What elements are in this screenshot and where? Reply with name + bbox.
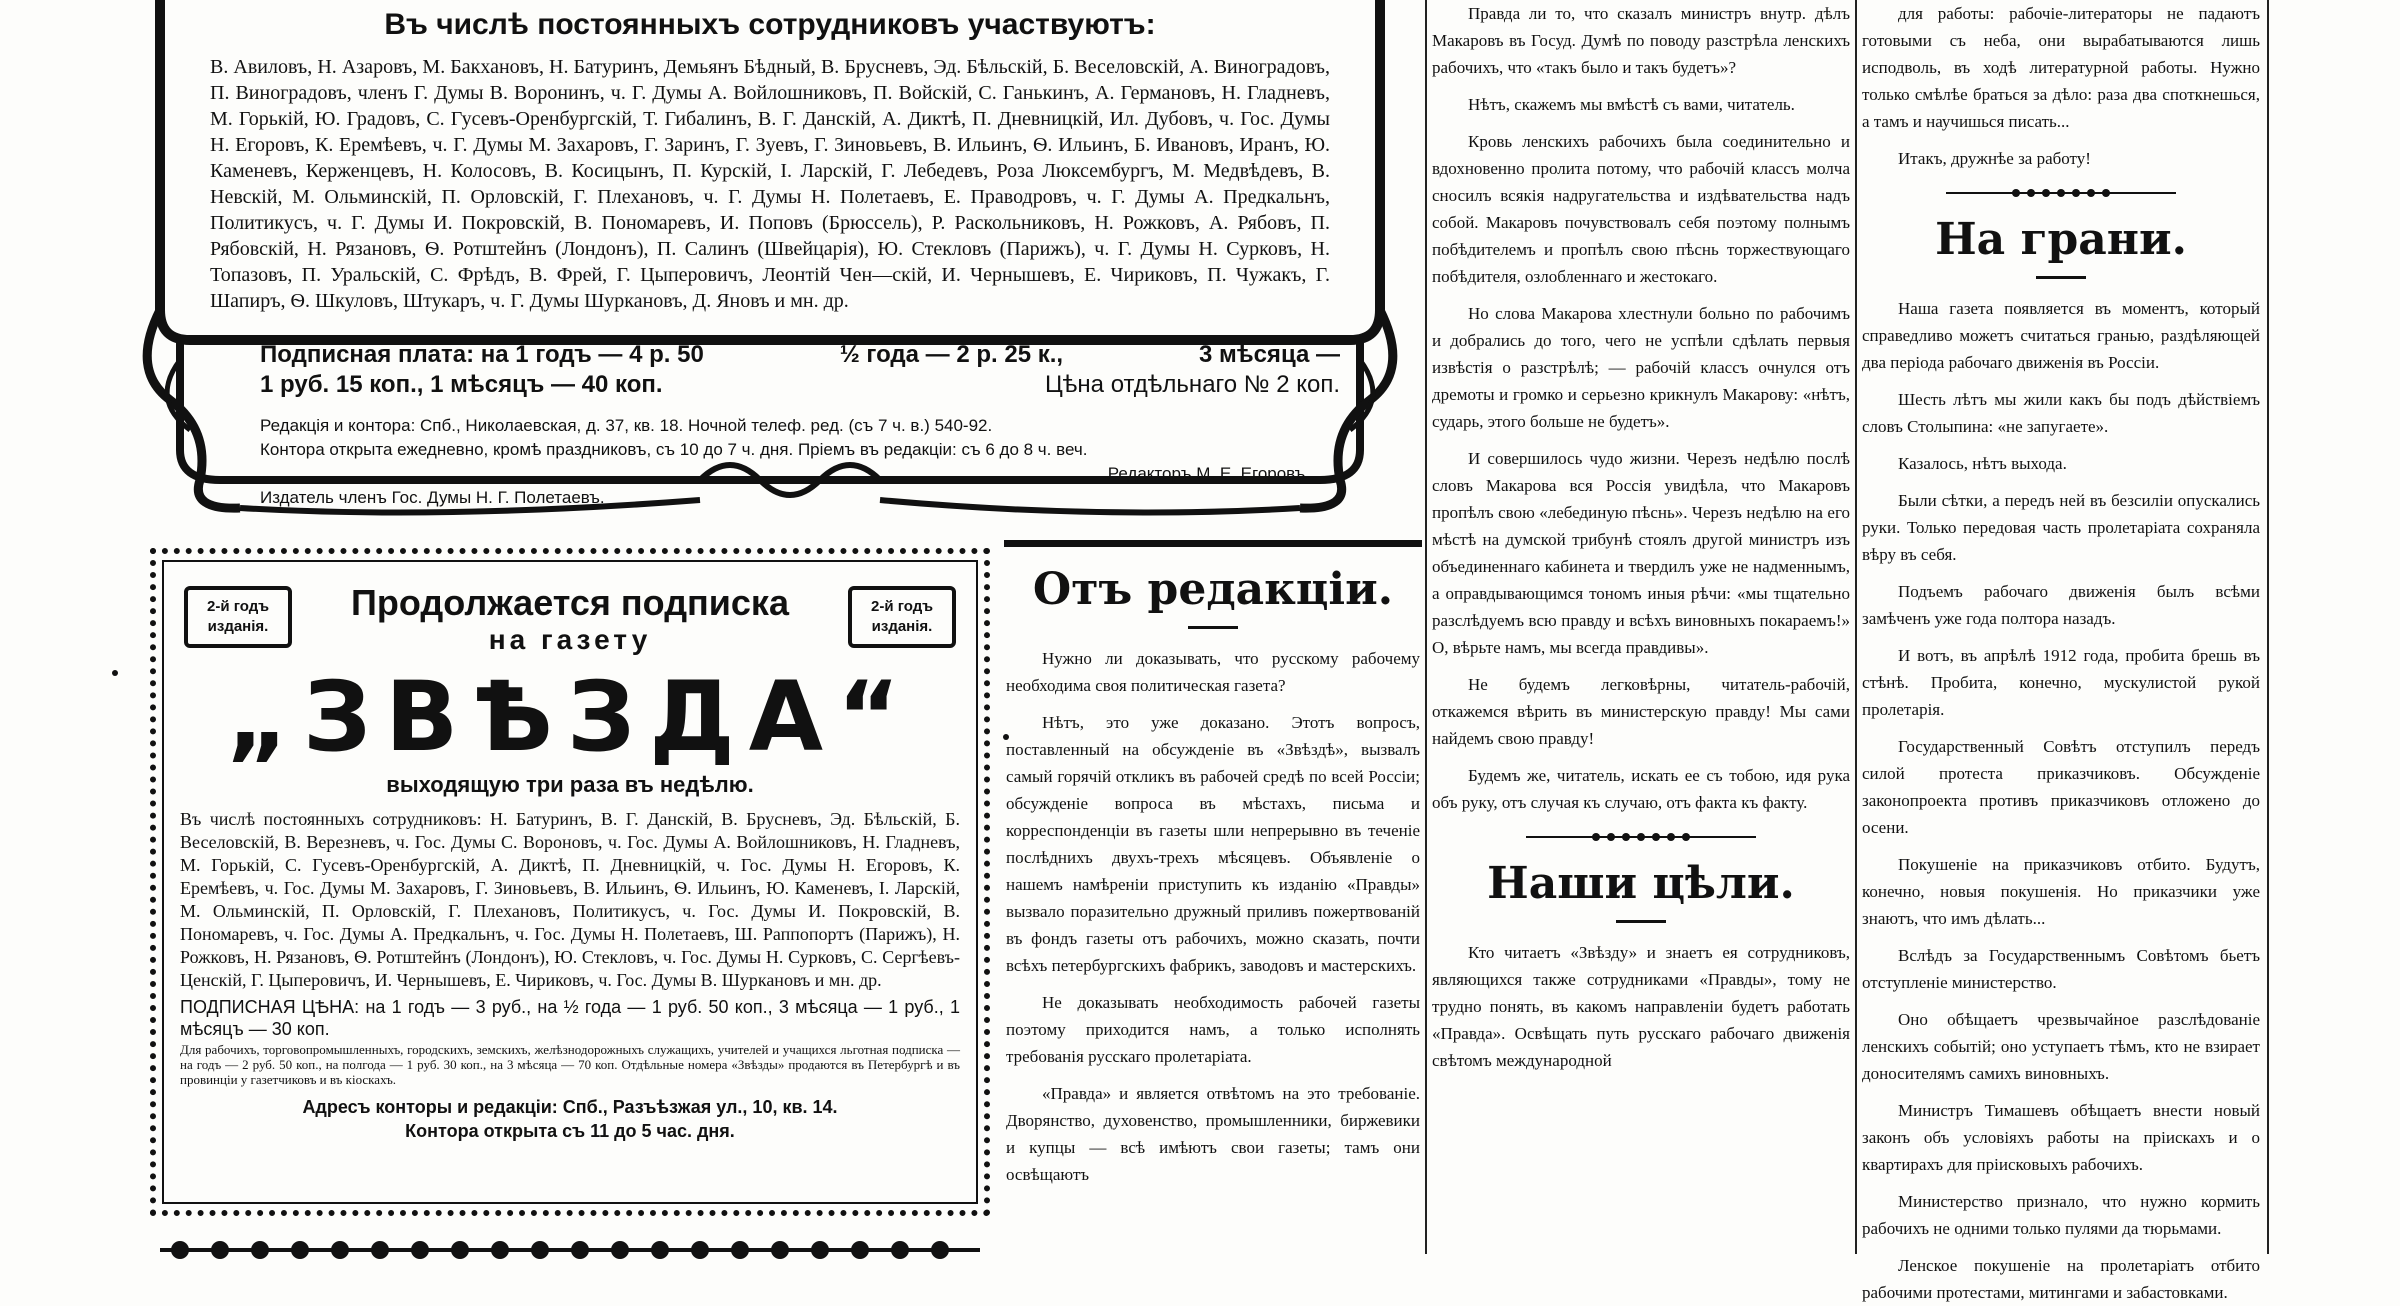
paragraph: И вотъ, въ апрѣлѣ 1912 года, пробита брешь въ стѣнѣ. Пробита, конечно, мускулистой рукой пролетарія. — [1862, 646, 2260, 719]
paragraph: Были сѣтки, а передъ ней въ безсиліи опускались руки. Только передовая часть пролетаріата сохраняла вѣру въ себя. — [1862, 491, 2260, 564]
column-editorial — [1006, 552, 1420, 1254]
paragraph: Нѣтъ, это уже доказано. Этотъ вопросъ, поставленный на обсужденіе въ «Звѣздѣ», вызвалъ самый горячій откликъ въ рабочей средѣ по всей Россіи; обсужденіе вопроса въ мѣстахъ, письма и корреспонденціи въ газеты шли непрерывно въ теченіе послѣднихъ двухъ-трехъ мѣсяцевъ. Объявленіе о нашемъ намѣреніи приступить къ изданію «Правды» вызвало поразительно дружный приливъ пожертвованій въ фондъ газеты отъ рабочихъ, можно сказать, почти всѣхъ петербургскихъ фабрикъ, заводовъ и мастерскихъ. — [1006, 713, 1420, 975]
paragraph: Правда ли то, что сказалъ министръ внутр. дѣлъ Макаровъ въ Госуд. Думѣ по поводу разстрѣла ленскихъ рабочихъ, что «такъ было и такъ будетъ»? — [1432, 4, 1850, 77]
paragraph: Не будемъ легковѣрны, читатель-рабочій, откажемся вѣрить въ министерскую правду! Мы сами найдемъ свою правду! — [1432, 675, 1850, 748]
dotted-divider — [1946, 186, 2176, 200]
column-top-rule — [1004, 540, 1422, 547]
column-middle — [1432, 0, 1850, 1254]
paragraph: «Правда» и является отвѣтомъ на это требованіе. Дворянство, духовенство, промышленники, биржевики и купцы — всѣ имѣютъ свои газеты; тамъ они освѣщаютъ — [1006, 1084, 1420, 1184]
paragraph: Итакъ, дружнѣе за работу! — [1898, 149, 2091, 168]
ad-subscription-continues: Продолжается подписка — [351, 582, 789, 623]
price-3-months: 3 мѣсяца — — [1198, 341, 1340, 368]
column-right — [1862, 0, 2260, 1302]
heading-underline — [1188, 626, 1238, 629]
paragraph: Но слова Макарова хлестнули больно по рабочимъ и добрались до того, чего не успѣли сдѣлать первыя извѣстія о разстрѣлѣ; — рабочій классъ очнулся отъ дремоты и громко и серьезно крикнулъ Макарову: «нѣтъ, сударь, этого больше не будетъ». — [1432, 304, 1850, 431]
price-year: на 1 годъ — 4 р. 50 — [480, 341, 704, 368]
paragraph: Нѣтъ, скажемъ мы вмѣстѣ съ вами, читатель. — [1468, 95, 1795, 114]
editorial-heading: Отъ редакціи. — [1032, 564, 1394, 615]
paragraph: Будемъ же, читатель, искать ее съ тобою, идя рука объ руку, отъ случая къ случаю, отъ факта къ факту. — [1432, 766, 1850, 812]
ad-fine-print: Для рабочихъ, торговопромышленныхъ, городскихъ, земскихъ, желѣзнодорожныхъ служащихъ, учителей и учащихся льготная подписка — на годъ — 2 руб. 50 коп., на полгода — 1 руб. 30 коп., на 3 мѣсяца — 70 коп. Отдѣльные номера «Звѣзды» продаются въ Петербургѣ и въ провинціи у газетчиковъ и въ кіоскахъ. — [180, 1042, 960, 1087]
paragraph: Наша газета появляется въ моментъ, который справедливо можетъ считаться гранью, раздѣляющей два періода рабочаго движенія въ Россіи. — [1862, 299, 2260, 372]
scan-speck — [112, 670, 118, 676]
masthead-box — [140, 0, 1400, 520]
editor-line: Редакторъ М. Е. Егоровъ. — [1107, 464, 1310, 483]
ad-for-newspaper: на газету — [488, 624, 652, 655]
heading-underline — [2036, 276, 2086, 279]
ad-office-hours: Контора открыта съ 11 до 5 час. дня. — [405, 1121, 735, 1141]
goals-heading: Наши цѣли. — [1487, 858, 1795, 909]
publisher-line: Издатель членъ Гос. Думы Н. Г. Полетаевъ. — [260, 488, 605, 507]
price-half-year: ½ года — 2 р. 25 к., — [839, 341, 1064, 368]
price-label: Подписная плата: — [260, 341, 475, 368]
price-single-copy: Цѣна отдѣльнаго № 2 коп. — [1044, 371, 1340, 398]
paragraph: Покушеніе на приказчиковъ отбито. Будутъ, конечно, новыя покушенія. Но приказчики уже знаютъ, что имъ дѣлать... — [1862, 855, 2260, 928]
paragraph: для работы: рабочіе-литераторы не падаютъ готовыми съ неба, они вырабатываются лишь исподволь, въ ходѣ литературной работы. Нужно только смѣлѣе браться за дѣло: раза два споткнешься, а тамъ и научишься писать... — [1862, 4, 2260, 131]
paragraph: Кто читаетъ «Звѣзду» и знаетъ ея сотрудниковъ, являющихся также сотрудниками «Правды», тому не трудно понять, въ какомъ направленіи будетъ работать «Правда». Освѣщать путь русскаго рабочаго движенія свѣтомъ международной — [1432, 943, 1850, 1070]
paragraph: Не доказывать необходимость рабочей газеты поэтому приходится намъ, а только исполнять требованія русскаго пролетаріата. — [1006, 993, 1420, 1066]
masthead-content — [200, 0, 1340, 510]
paragraph: Вслѣдъ за Государственнымъ Совѣтомъ бьетъ отступленіе министерство. — [1862, 946, 2260, 992]
office-hours: Контора открыта ежедневно, кромѣ праздниковъ, съ 10 до 7 ч. дня. Пріемъ въ редакціи: съ 6 до 8 ч. веч. — [260, 440, 1088, 459]
ad-staff-list: Въ числѣ постоянныхъ сотрудниковъ: Н. Батуринъ, В. Г. Данскій, В. Брусневъ, Эд. Бѣльскій, Б. Веселовскій, В. Верезневъ, ч. Гос. Думы С. Вороновъ, ч. Гос. Думы А. Войлошниковъ, Н. Гладневъ, М. Горькій, С. Гусевъ-Оренбургскій, А. Диктѣ, П. Дневницкій, ч. Гос. Думы Н. Егоровъ, К. Еремѣевъ, ч. Гос. Думы М. Захаровъ, Г. Зиновьевъ, В. Ильинъ, Ѳ. Ильинъ, Ю. Каменевъ, І. Ларскій, М. Ольминскій, П. Орловскій, Г. Плехановъ, Политикусъ, ч. Гос. Думы И. Покровскій, В. Пономаревъ, ч. Гос. Думы А. Предкальнъ, ч. Гос. Думы Н. Полетаевъ, Ш. Раппопортъ (Парижъ), Н. Рожковъ, Н. Рязановъ, Ѳ. Ротштейнъ (Лондонъ), Ю. Стекловъ, ч. Гос. Думы Н. Сурковъ, С. Сергѣевъ-Ценскій, Г. Цыперовичъ, И. Чернышевъ, Е. Чириковъ, ч. Гос. Думы В. Шуркановъ и мн. др. — [180, 809, 960, 990]
staff-list: В. Авиловъ, Н. Азаровъ, М. Бакхановъ, Н. Батуринъ, Демьянъ Бѣдный, В. Брусневъ, Эд. Бѣльскій, Б. Веселовскій, А. Виноградовъ, П. Виноградовъ, членъ Г. Думы В. Воронинъ, ч. Г. Думы А. Войлошниковъ, П. Войскій, С. Ганькинъ, А. Германовъ, Н. Гладневъ, М. Горькій, Ю. Градовъ, С. Гусевъ-Оренбургскій, Т. Гибалинъ, В. Г. Данскій, А. Диктѣ, П. Дневницкій, Ил. Дубовъ, ч. Гос. Думы Н. Егоровъ, К. Еремѣевъ, ч. Г. Думы М. Захаровъ, Г. Заринъ, Г. Зуевъ, Г. Зиновьевъ, В. Ильинъ, Ѳ. Ильинъ, Б. Ивановъ, Иранъ, Ю. Каменевъ, Керженцевъ, Н. Колосовъ, В. Косицынъ, П. Курскій, І. Ларскій, Г. Лебедевъ, Роза Люксембургъ, М. Медвѣдевъ, В. Невскій, М. Ольминскій, П. Орловскій, Г. Плехановъ, ч. Г. Думы Н. Полетаевъ, Е. Праводровъ, ч. Г. Думы А. Предкальнъ, Политикусъ, ч. Г. Думы И. Покровскій, В. Пономаревъ, И. Поповъ (Брюссель), Р. Раскольниковъ, Н. Рожковъ, А. Рябовъ, П. Рябовскій, Н. Рязановъ, Ѳ. Ротштейнъ (Лондонъ), П. Салинъ (Швейцарія), Ю. Стекловъ (Парижъ), ч. Г. Думы Н. Сурковъ, Н. Топазовъ, П. Уральскій, С. Фрѣдъ, В. Фрей, Г. Цыперовичъ, Леонтій Чен—скій, И. Чернышевъ, Е. Чириковъ, П. Чужакъ, Г. Шапиръ, Ѳ. Шкуловъ, Штукаръ, ч. Г. Думы Шуркановъ, Д. Яновъ и мн. др. — [210, 56, 1330, 312]
office-info — [260, 414, 1340, 510]
ad-frequency: выходящую три раза въ недѣлю. — [386, 772, 754, 797]
paragraph: Казалось, нѣтъ выхода. — [1898, 454, 2067, 473]
heading-underline — [1616, 920, 1666, 923]
ad-price: ПОДПИСНАЯ ЦѢНА: на 1 годъ — 3 руб., на ½ года — 1 руб. 50 коп., 3 мѣсяца — 1 руб., 1 мѣсяцъ — 30 коп. — [180, 997, 960, 1039]
paragraph: И совершилось чудо жизни. Черезъ недѣлю послѣ словъ Макарова вся Россія увидѣла, что Макаровъ пропѣлъ свою «лебединую пѣснь». Черезъ недѣлю на его мѣстѣ на думской трибунѣ стоялъ другой министръ изъ объединеннаго кабинета и твердилъ уже не надменнымъ, а оправдывающимся тономъ иныя рѣчи: «мы тщательно разслѣдуемъ всю правду и всѣхъ виновныхъ покараемъ!» О, вѣрьте намъ, мы всегда правдивы». — [1432, 449, 1850, 657]
badge-year-left: 2-й годъ изданія. — [184, 586, 292, 648]
paragraph: Министерство признало, что нужно кормить рабочихъ не одними только пулями да тюрьмами. — [1862, 1192, 2260, 1238]
subscription-prices — [260, 340, 1340, 400]
zvezda-title: „ЗВѢЗДА“ — [225, 661, 915, 773]
column-rule — [1855, 0, 1857, 1254]
paragraph: Подъемъ рабочаго движенія былъ всѣми замѣченъ уже года полтора назадъ. — [1862, 582, 2260, 628]
ornament-pattern — [160, 1236, 980, 1266]
paragraph: Кровь ленскихъ рабочихъ была соединительно и вдохновенно пролита потому, что рабочій классъ молча сносилъ всякія надругательства и издѣвательства надъ собой. Макаровъ почувствовалъ себя поэтому полнымъ побѣдителемъ и пропѣлъ свою пѣснь торжествующаго побѣдителя, озлобленнаго и жестокаго. — [1432, 132, 1850, 286]
zvezda-subscription-ad — [150, 548, 990, 1216]
paragraph: Министръ Тимашевъ обѣщаетъ внести новый законъ объ условіяхъ работы на пріискахъ и о квартирахъ для пріисковыхъ рабочихъ. — [1862, 1101, 2260, 1174]
office-address: Редакція и контора: Спб., Николаевская, д. 37, кв. 18. Ночной телеф. ред. (съ 7 ч. в.) 540-92. — [260, 416, 993, 435]
column-rule — [2267, 0, 2269, 1254]
paragraph: Оно обѣщаетъ чрезвычайное разслѣдованіе ленскихъ событій; оно уступаетъ тѣмъ, кто не взирает доносителямъ самихъ виновныхъ. — [1862, 1010, 2260, 1083]
edge-heading: На грани. — [1935, 214, 2187, 265]
paragraph: Государственный Совѣтъ отступилъ передъ силой протеста приказчиковъ. Обсужденіе законопроекта противъ приказчиковъ отложено до осени. — [1862, 737, 2260, 837]
price-1-month: 1 руб. 15 коп., 1 мѣсяцъ — 40 коп. — [260, 371, 663, 398]
badge-year-right: 2-й годъ изданія. — [848, 586, 956, 648]
ad-address — [180, 1095, 960, 1143]
ornament-strip — [160, 1236, 980, 1266]
paragraph: Нужно ли доказывать, что русскому рабочему необходима своя политическая газета? — [1006, 649, 1420, 695]
paragraph: Шесть лѣтъ мы жили какъ бы подъ дѣйствіемъ словъ Столыпина: «не запугаете». — [1862, 390, 2260, 436]
paragraph: Ленское покушеніе на пролетаріатъ отбито рабочими протестами, митингами и забастовками. — [1862, 1256, 2260, 1302]
ad-office-address: Адресъ конторы и редакціи: Спб., Разъѣзжая ул., 10, кв. 14. — [302, 1097, 838, 1117]
dotted-divider — [1526, 830, 1756, 844]
column-rule — [1425, 0, 1427, 1254]
staff-heading: Въ числѣ постоянныхъ сотрудниковъ участвуютъ: — [384, 8, 1156, 41]
